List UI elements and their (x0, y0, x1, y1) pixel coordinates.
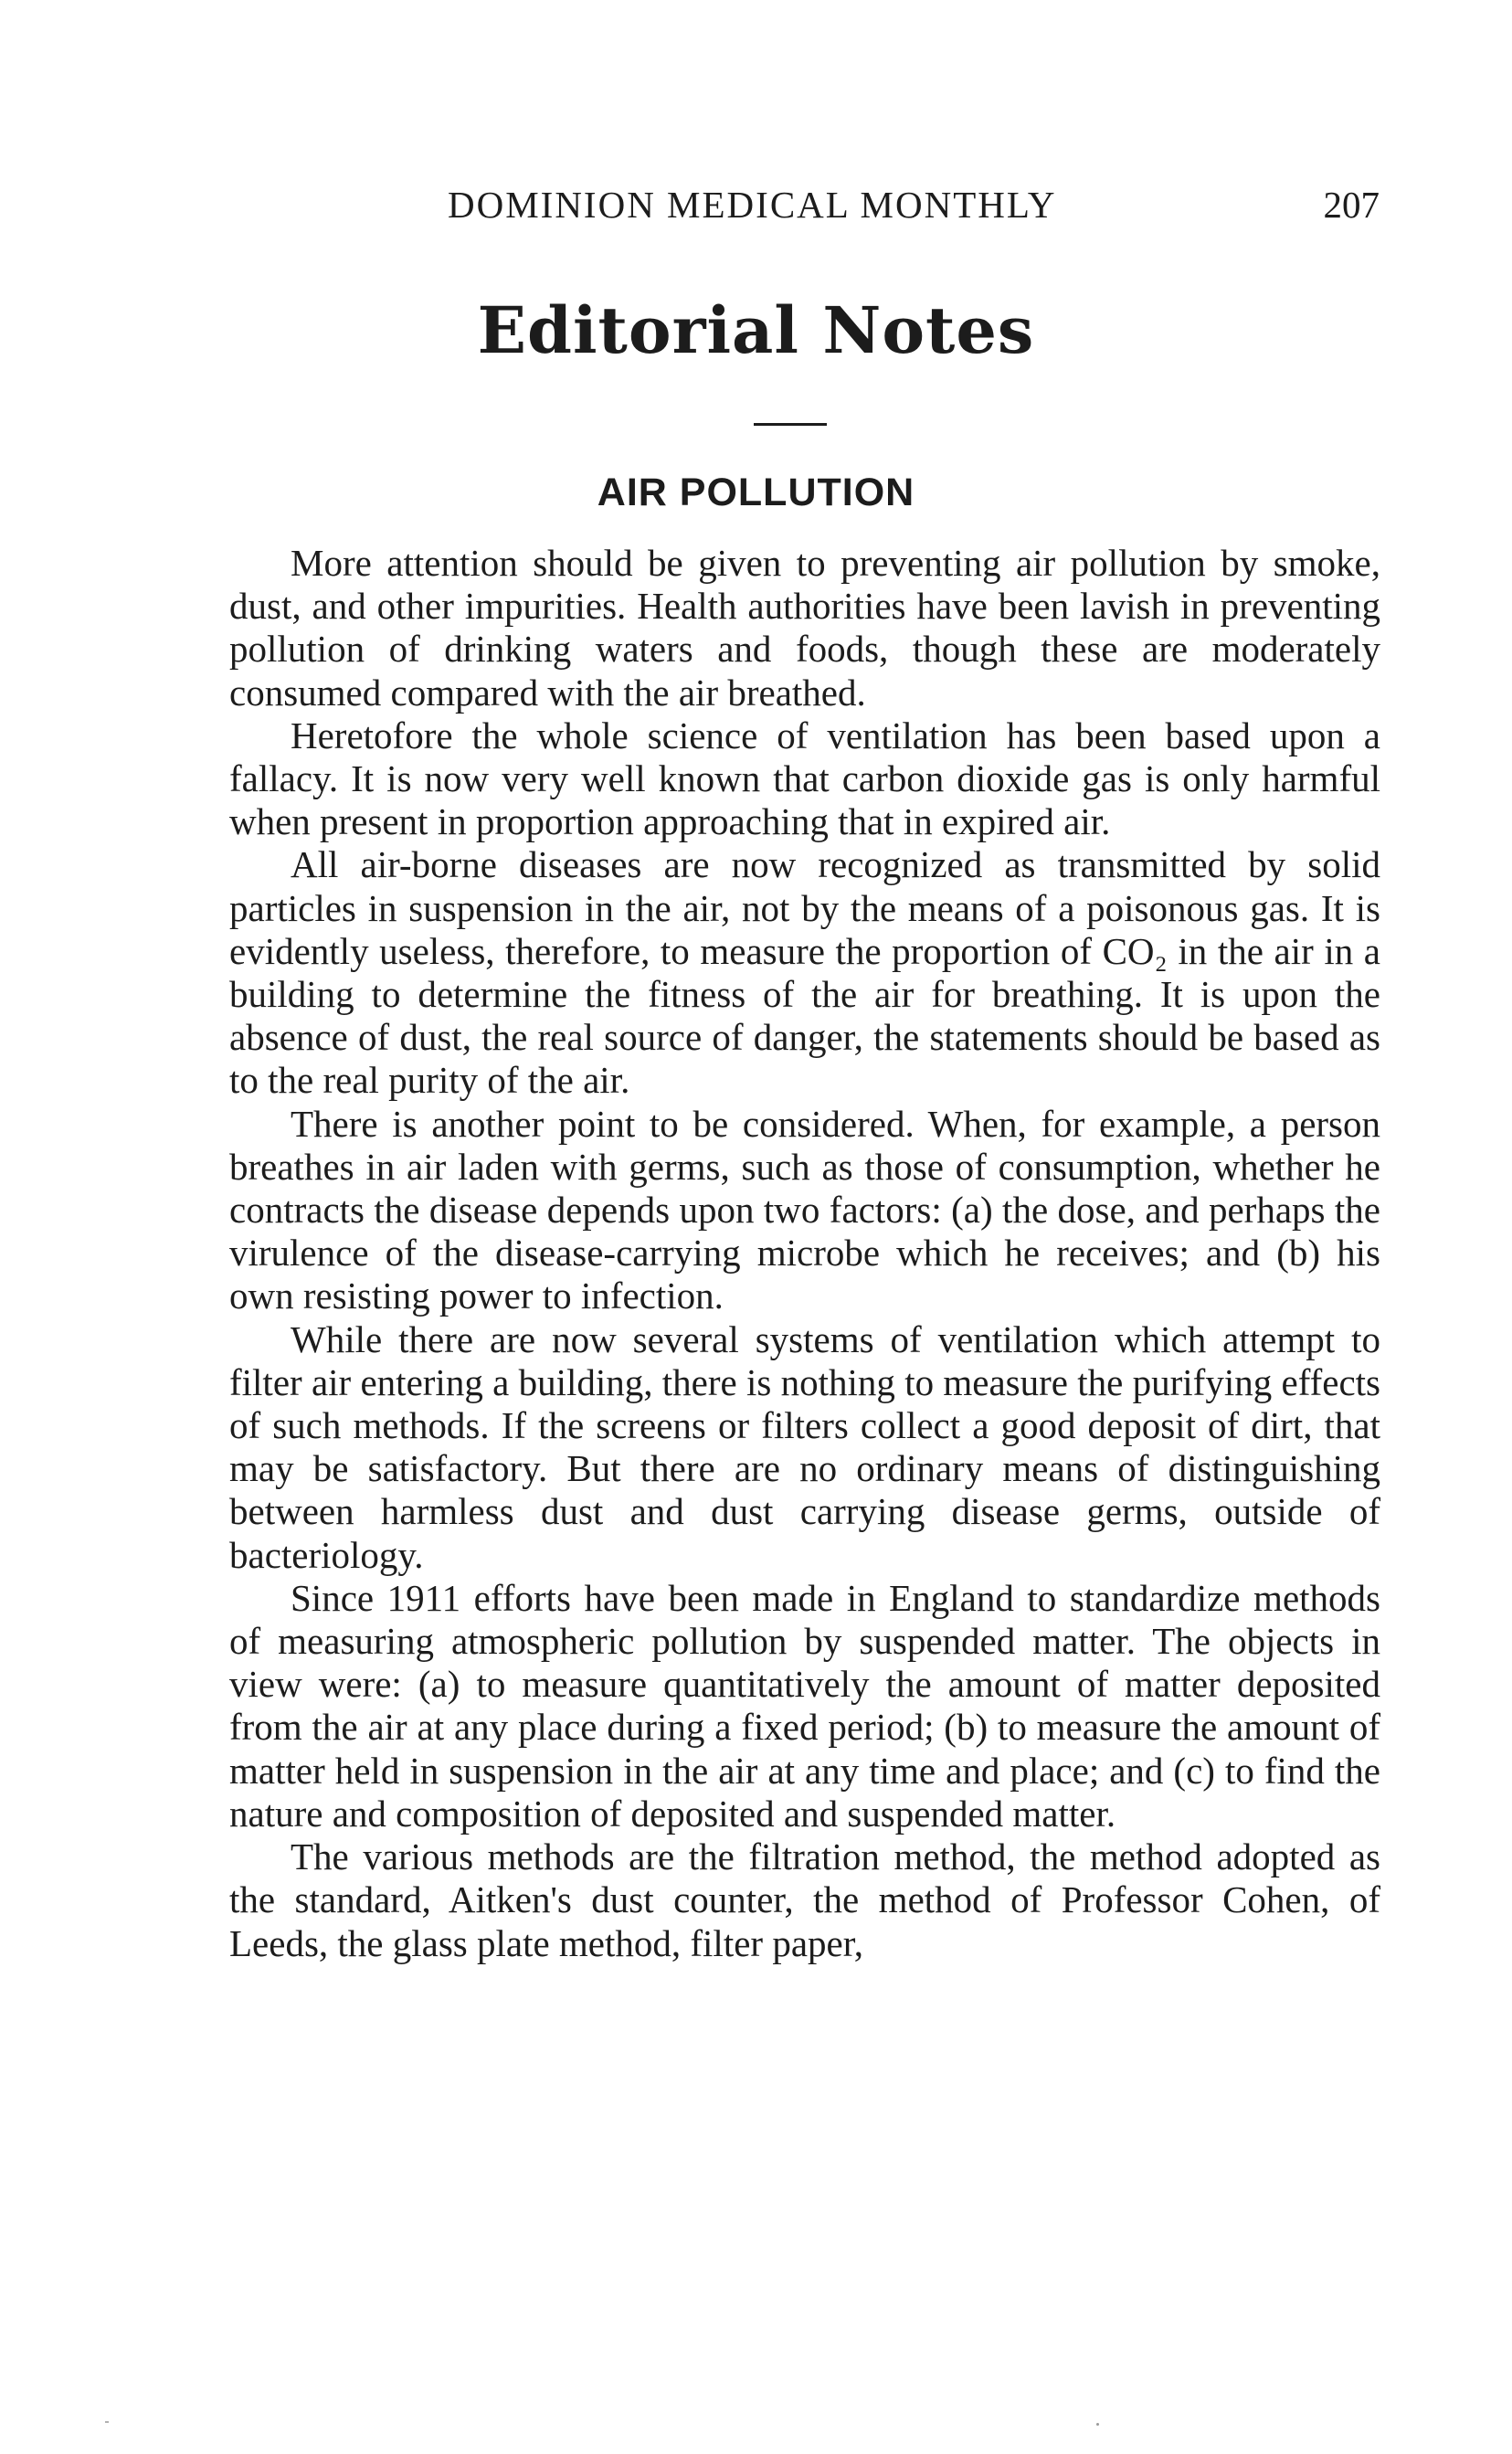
paragraph-6: Since 1911 efforts have been made in England to standardize methods of measuring atmospheric pollution by suspended matter. The objects in view were: (a) to measure quantitatively the amount of matter deposited from the air at any place during a fixed period; (b) to measure the amount of matter held in suspension in the air at any time and place; and (c) to find the nature and composition of deposited and suspended matter. (229, 1576, 1380, 1835)
paragraph-4: There is another point to be considered. When, for example, a person breathes in air laden with germs, such as those of consumption, whether he contracts the disease depends upon two factors: (a) the dose, and perhaps the virulence of the disease-carrying microbe which he receives; and (b) his own resisting power to infection. (229, 1102, 1380, 1317)
page-number: 207 (1323, 184, 1380, 226)
journal-title: DOMINION MEDICAL MONTHLY (448, 184, 1057, 226)
article-body (229, 542, 1380, 1965)
paragraph-7: The various methods are the filtration method, the method adopted as the standard, Aitken's dust counter, the method of Professor Cohen, of Leeds, the glass plate method, filter paper, (229, 1835, 1380, 1964)
paragraph-1: More attention should be given to preventing air pollution by smoke, dust, and other impurities. Health authorities have been lavish in preventing pollution of drinking waters and foods, though these are moderately consumed compared with the air breathed. (229, 542, 1380, 714)
scan-speck (105, 2421, 109, 2423)
running-head (228, 183, 1380, 238)
title-divider (754, 423, 827, 426)
scan-speck (1096, 2423, 1099, 2426)
section-title: Editorial Notes (477, 292, 1035, 368)
paragraph-2: Heretofore the whole science of ventilation has been based upon a fallacy. It is now very well known that carbon dioxide gas is only harmful when present in proportion approaching that in expired air. (229, 714, 1380, 843)
paragraph-5: While there are now several systems of ventilation which attempt to filter air entering a building, there is nothing to measure the purifying effects of such methods. If the screens or filters collect a good deposit of dirt, that may be satisfactory. But there are no ordinary means of distinguishing between harmless dust and dust carrying disease germs, outside of bacteriology. (229, 1317, 1380, 1576)
paragraph-3: All air-borne diseases are now recognized as transmitted by solid particles in suspension in the air, not by the means of a poisonous gas. It is evidently useless, therefore, to measure the proportion of CO₂ in the air in a building to determine the fitness of the air for breathing. It is upon the absence of dust, the real source of danger, the statements should be based as to the real purity of the air. (229, 843, 1380, 1102)
article-title: AIR POLLUTION (597, 471, 915, 514)
